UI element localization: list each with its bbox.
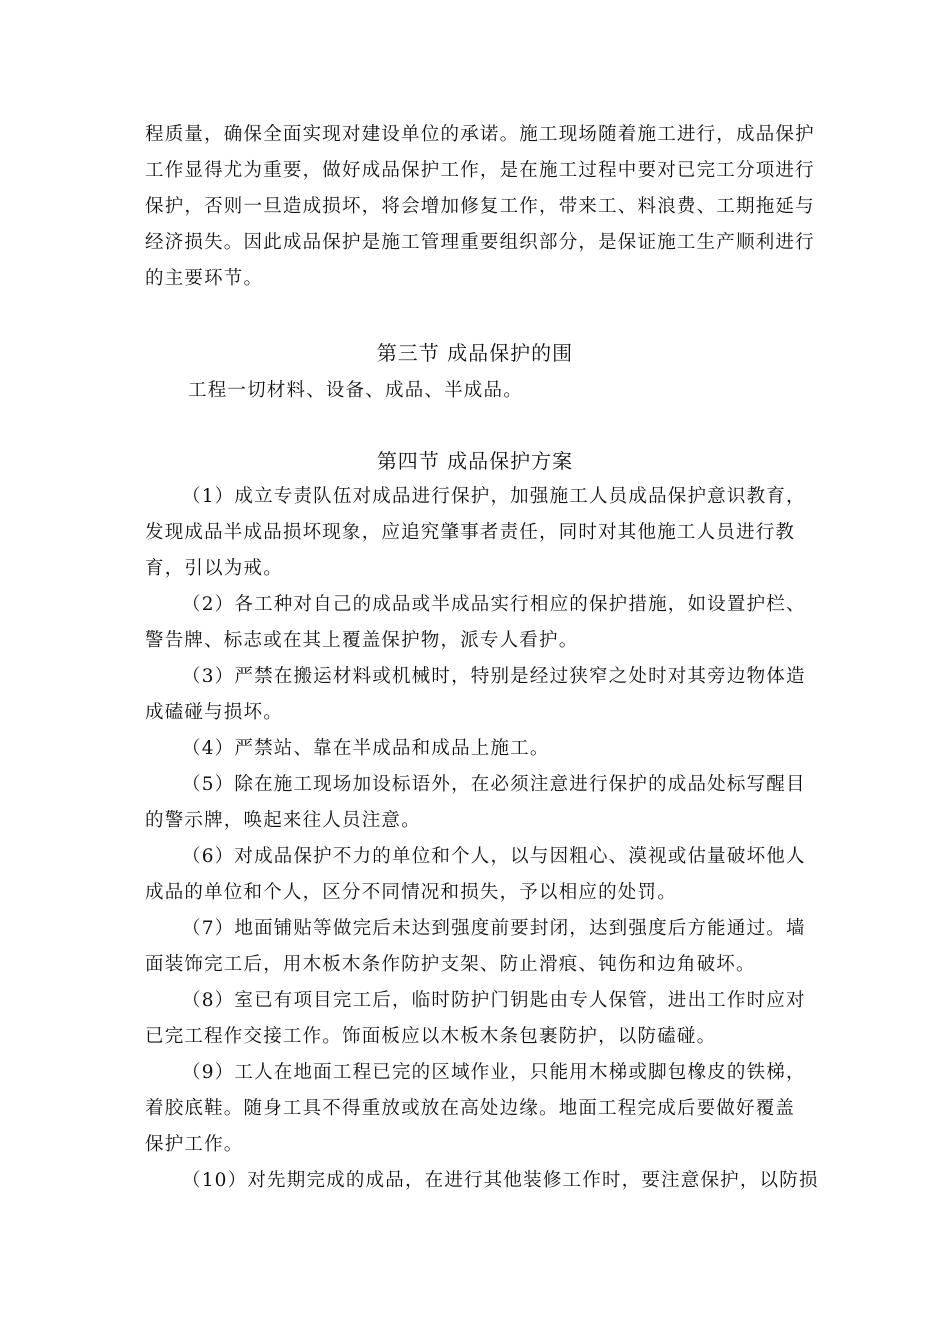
list-item-4-line-1: （4）严禁站、靠在半成品和成品上施工。	[182, 738, 550, 759]
list-item-7-line-1: （7）地面铺贴等做完后未达到强度前要封闭，达到强度后方能通过。墙	[182, 918, 806, 939]
intro-line-3: 保护，否则一旦造成损坏，将会增加修复工作，带来工、料浪费、工期拖延与	[145, 196, 815, 217]
list-item-6-line-1: （6）对成品保护不力的单位和个人，以与因粗心、漠视或估量破坏他人	[182, 846, 806, 867]
section3-heading: 第三节 成品保护的围	[376, 341, 574, 365]
list-item-9-line-1: （9）工人在地面工程已完的区域作业，只能用木梯或脚包橡皮的铁梯，	[182, 1062, 806, 1083]
list-item-3-line-2: 成磕碰与损坏。	[145, 702, 283, 723]
intro-line-2: 工作显得尤为重要，做好成品保护工作，是在施工过程中要对已完工分项进行	[145, 160, 815, 181]
list-item-1-line-3: 育，引以为戒。	[145, 558, 283, 579]
list-item-9-line-3: 保护工作。	[145, 1134, 244, 1155]
list-item-8-line-2: 已完工程作交接工作。饰面板应以木板木条包裹防护，以防磕碰。	[145, 1026, 717, 1047]
intro-line-5: 的主要环节。	[145, 268, 264, 289]
list-item-10-line-1: （10）对先期完成的成品，在进行其他装修工作时，要注意保护，以防损	[182, 1170, 819, 1191]
list-item-5-line-2: 的警示牌，唤起来往人员注意。	[145, 810, 421, 831]
list-item-5-line-1: （5）除在施工现场加设标语外，在必须注意进行保护的成品处标写醒目	[182, 774, 806, 795]
list-item-3-line-1: （3）严禁在搬运材料或机械时，特别是经过狭窄之处时对其旁边物体造	[182, 666, 806, 687]
list-item-1-line-1: （1）成立专责队伍对成品进行保护，加强施工人员成品保护意识教育，	[182, 486, 806, 507]
list-item-8-line-1: （8）室已有项目完工后，临时防护门钥匙由专人保管，进出工作时应对	[182, 990, 806, 1011]
list-item-9-line-2: 着胶底鞋。随身工具不得重放或放在高处边缘。地面工程完成后要做好覆盖	[145, 1098, 796, 1119]
list-item-2-line-2: 警告牌、标志或在其上覆盖保护物，派专人看护。	[145, 630, 579, 651]
section3-body: 工程一切材料、设备、成品、半成品。	[188, 380, 523, 401]
list-item-2-line-1: （2）各工种对自己的成品或半成品实行相应的保护措施，如设置护栏、	[182, 594, 806, 615]
intro-line-4: 经济损失。因此成品保护是施工管理重要组织部分，是保证施工生产顺利进行	[145, 232, 815, 253]
section4-heading: 第四节 成品保护方案	[376, 449, 574, 473]
list-item-6-line-2: 成品的单位和个人，区分不同情况和损失，予以相应的处罚。	[145, 882, 677, 903]
intro-line-1: 程质量，确保全面实现对建设单位的承诺。施工现场随着施工进行，成品保护	[145, 124, 815, 145]
list-item-7-line-2: 面装饰完工后，用木板木条作防护支架、防止滑痕、钝伤和边角破坏。	[145, 954, 756, 975]
list-item-1-line-2: 发现成品半成品损坏现象，应追究肇事者责任，同时对其他施工人员进行教	[145, 522, 796, 543]
